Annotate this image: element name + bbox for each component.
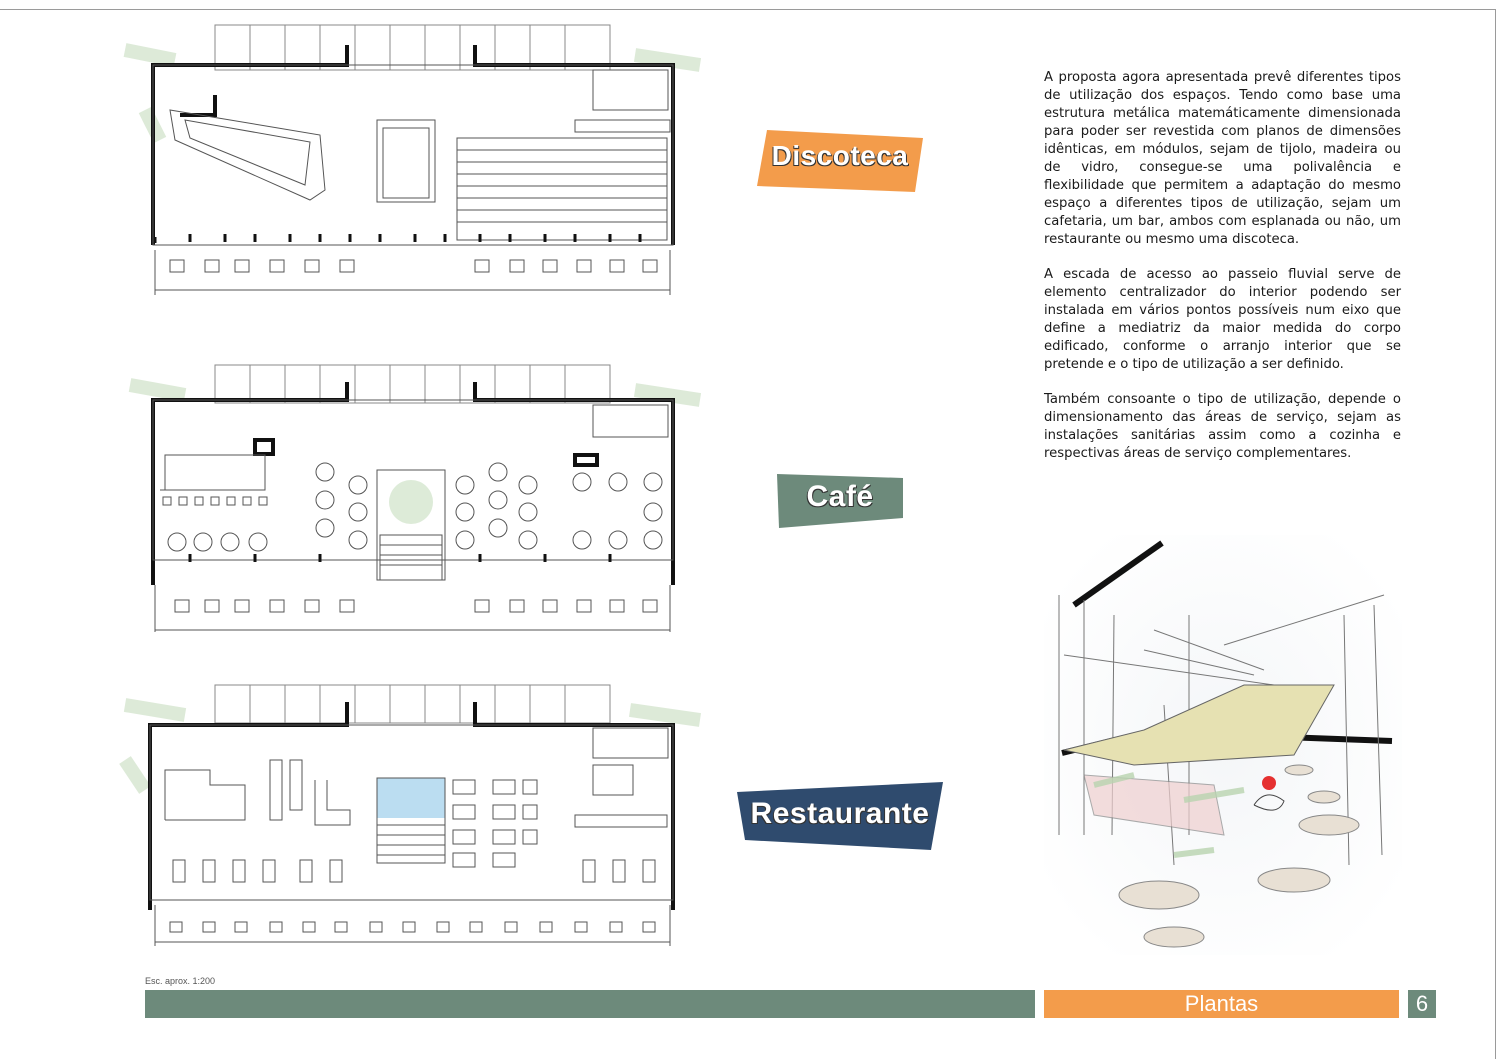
restaurante-label [735, 780, 945, 852]
paragraph-3: Também consoante o tipo de utilização, depende o dimensionamento das áreas de serviço, sejam as instalações sanitárias assim como a cozinha e respectivas áreas de serviço complementares. [1044, 392, 1401, 461]
footer-green-bar [145, 990, 1035, 1018]
floor-plan-cafe [115, 360, 705, 640]
floor-plan-discoteca [115, 20, 705, 305]
interior-perspective-sketch [1044, 535, 1402, 955]
section-title: Plantas [1044, 990, 1399, 1018]
floor-plan-restaurante [115, 680, 705, 960]
paragraph-2: A escada de acesso ao passeio fluvial serve de elemento centralizador do interior podendo ser instalada em vários pontos possíveis num eixo que define a mediatriz da maior medida do corpo edificado, conforme o arranjo interior que se pretende e o tipo de utilização a ser definido. [1044, 267, 1401, 372]
restaurante-label-text: Restaurante [750, 797, 930, 830]
cafe-label [775, 470, 905, 530]
page-number: 6 [1408, 990, 1436, 1018]
scale-note: Esc. aprox. 1:200 [145, 976, 216, 986]
discoteca-label [755, 128, 925, 194]
paragraph-1: A proposta agora apresentada prevê diferentes tipos de utilização dos espaços. Tendo como base uma estrutura metálica matemáticamente dimensionada para poder ser revestida com planos de dimensões idênticas, em módulos, sejam de tijolo, madeira ou de vidro, consegue-se uma polivalência e flexibilidade que permitem a adaptação do mesmo espaço a diferentes tipos de utilização, sejam um cafetaria, um bar, ambos com esplanada ou não, um restaurante ou mesmo uma discoteca. [1044, 70, 1401, 247]
description-text [1044, 69, 1401, 480]
cafe-label-text: Café [806, 480, 874, 513]
discoteca-label-text: Discoteca [771, 140, 909, 171]
